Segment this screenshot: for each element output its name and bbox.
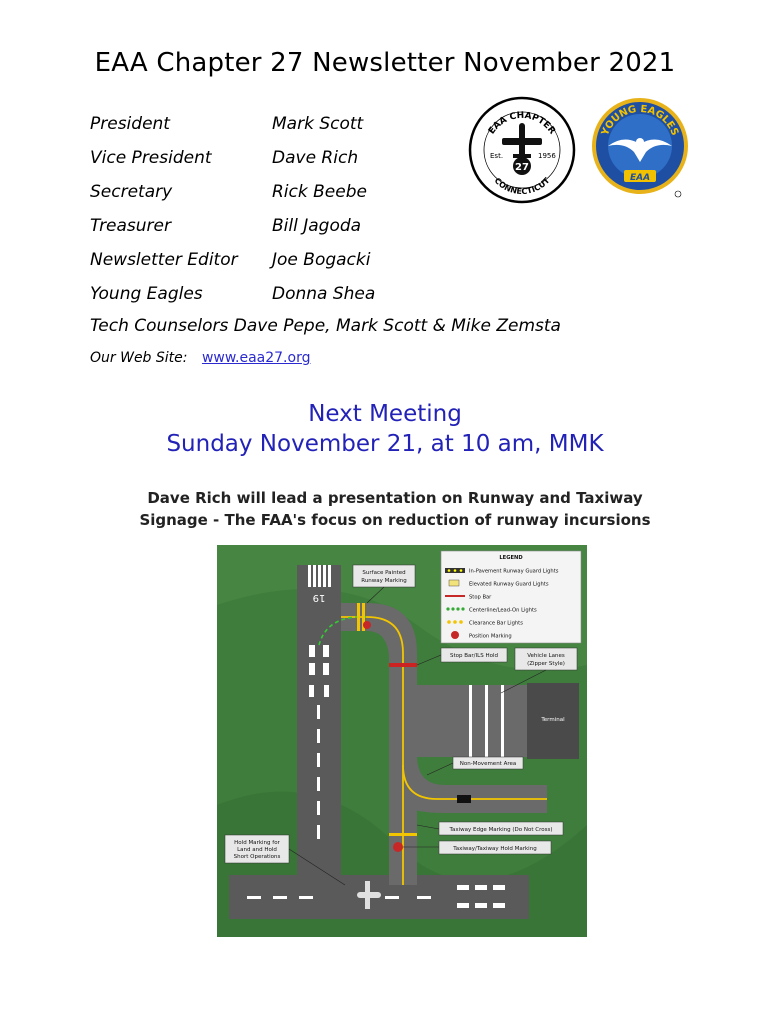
meeting-heading: Next Meeting — [308, 401, 462, 427]
callout-surface-2: Runway Marking — [361, 578, 407, 584]
young-eagles-sub: EAA — [629, 173, 651, 183]
callout-vehicle-2: (Zipper Style) — [527, 661, 565, 667]
callout-hold-2: Land and Hold — [237, 847, 277, 853]
newsletter-title: EAA Chapter 27 Newsletter November 2021 — [94, 48, 676, 78]
callout-non-movement: Non-Movement Area — [459, 761, 517, 767]
logo-est-year: 1956 — [538, 152, 556, 160]
legend — [441, 551, 581, 643]
meeting-description-2: Signage - The FAA's focus on reduction of runway incursions — [139, 511, 651, 529]
website-line — [90, 350, 310, 366]
tech-counselors-label: Tech Counselors — [90, 316, 229, 336]
officer-role: Secretary — [90, 182, 173, 202]
logo-est-label: Est. — [490, 152, 504, 160]
legend-item-4: Clearance Bar Lights — [469, 620, 523, 627]
young-eagles-logo — [592, 96, 688, 200]
logo-bottom-text: CONNECTICUT — [492, 175, 552, 197]
meeting-when: Sunday November 21, at 10 am, MMK — [166, 431, 604, 457]
runway-signage-diagram — [217, 545, 587, 937]
tech-counselors — [90, 316, 561, 336]
callout-stop-bar: Stop Bar/ILS Hold — [450, 653, 498, 659]
officer-role: President — [90, 114, 170, 134]
officer-role: Young Eagles — [90, 284, 203, 304]
callout-taxiway-edge: Taxiway Edge Marking (Do Not Cross) — [449, 827, 553, 833]
callout-taxiway-hold: Taxiway/Taxiway Hold Marking — [453, 846, 537, 852]
callout-vehicle-1: Vehicle Lanes — [527, 653, 565, 659]
callout-terminal: Terminal — [541, 717, 565, 723]
officer-role: Newsletter Editor — [90, 250, 238, 270]
officer-name: Bill Jagoda — [272, 216, 362, 236]
legend-item-2: Stop Bar — [469, 594, 492, 601]
callout-hold-1: Hold Marking for — [234, 840, 280, 846]
logo-number: 27 — [515, 162, 529, 173]
runway-number: 19 — [312, 592, 326, 603]
young-eagles-text: YOUNG EAGLES — [599, 103, 681, 138]
legend-item-3: Centerline/Lead-On Lights — [469, 607, 537, 614]
officer-role: Vice President — [90, 148, 212, 168]
officer-name: Rick Beebe — [272, 182, 367, 202]
legend-title: LEGEND — [499, 555, 523, 561]
legend-item-0: In-Pavement Runway Guard Lights — [469, 568, 559, 575]
officer-name: Donna Shea — [272, 284, 376, 304]
callout-surface-1: Surface Painted — [362, 570, 406, 576]
officer-role: Treasurer — [90, 216, 171, 236]
chapter-logo — [468, 96, 576, 204]
logo-top-text: EAA CHAPTER — [486, 110, 557, 137]
legend-item-5: Position Marking — [469, 633, 512, 640]
website-link[interactable]: www.eaa27.org — [201, 350, 311, 366]
legend-item-1: Elevated Runway Guard Lights — [469, 581, 549, 588]
callout-hold-3: Short Operations — [233, 854, 281, 860]
officer-name: Mark Scott — [272, 114, 364, 134]
tech-counselors-names: Dave Pepe, Mark Scott & Mike Zemsta — [233, 316, 561, 336]
officer-name: Joe Bogacki — [272, 250, 371, 270]
meeting-description-1: Dave Rich will lead a presentation on Runway and Taxiway — [147, 489, 643, 507]
officer-name: Dave Rich — [272, 148, 359, 168]
website-label: Our Web Site: — [90, 350, 188, 366]
